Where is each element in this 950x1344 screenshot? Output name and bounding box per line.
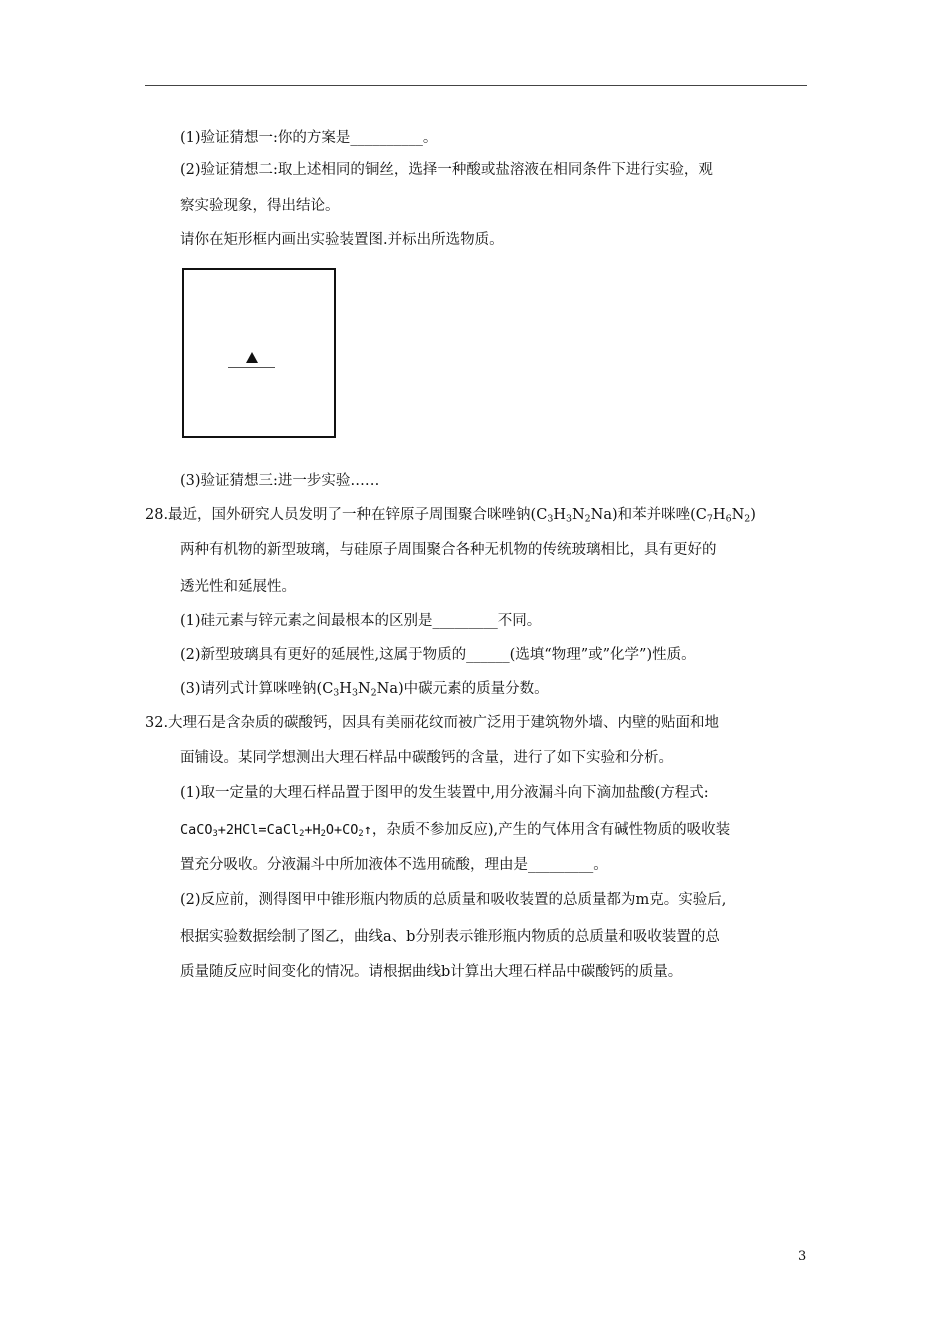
- q-prev-part1: (1)验证猜想一:你的方案是__________。: [180, 130, 438, 146]
- q-prev-part2-line1: (2)验证猜想二:取上述相同的铜丝，选择一种酸或盐溶液在相同条件下进行实验，观: [180, 162, 713, 178]
- q32-part1-line1: (1)取一定量的大理石样品置于图甲的发生装置中,用分液漏斗向下滴加盐酸(方程式:: [180, 785, 709, 801]
- q28-line1: 28.最近，国外研究人员发明了一种在锌原子周围聚合咪唑钠$(C_3H_3N_2Na)$和苯并咪唑$(C_7H_6N_2)$: [145, 507, 756, 525]
- q32-part2-line3: 质量随反应时间变化的情况。请根据曲线b计算出大理石样品中碳酸钙的质量。: [180, 964, 683, 980]
- q-prev-part3: (3)验证猜想三:进一步实验……: [180, 473, 380, 489]
- q-prev-part2-instruction: 请你在矩形框内画出实验装置图.并标出所选物质。: [180, 232, 504, 248]
- support-line: [228, 367, 275, 368]
- q32-part2-line1: (2)反应前，测得图甲中锥形瓶内物质的总质量和吸收装置的总质量都为m克。实验后,: [180, 892, 727, 908]
- drawing-box: [182, 268, 336, 438]
- triangle-icon: [246, 352, 258, 363]
- q28-part2: (2)新型玻璃具有更好的延展性,这属于物质的______(选填“物理”或”化学”)性质。: [180, 647, 696, 663]
- q32-part1-line2: $CaCO_3+2HCl=CaCl_2+H_2O+CO_2↑$，杂质不参加反应),产生的气体用含有碱性物质的吸收装: [180, 822, 731, 840]
- q32-part1-line3: 置充分吸收。分液漏斗中所加液体不选用硫酸，理由是_________。: [180, 857, 608, 873]
- q-prev-part2-line2: 察实验现象，得出结论。: [180, 198, 340, 214]
- q28-part3: (3)请列式计算咪唑钠$(C_3H_3N_2Na)$中碳元素的质量分数。: [180, 681, 549, 699]
- q28-part1: (1)硅元素与锌元素之间最根本的区别是_________不同。: [180, 613, 542, 629]
- equation: $CaCO_3+2HCl=CaCl_2+H_2O+CO_2↑$: [180, 822, 372, 840]
- page-number: 3: [798, 1249, 807, 1264]
- q32-line2: 面铺设。某同学想测出大理石样品中碳酸钙的含量，进行了如下实验和分析。: [180, 750, 673, 766]
- header-rule: [145, 85, 807, 86]
- q32-line1: 32.大理石是含杂质的碳酸钙，因具有美丽花纹而被广泛用于建筑物外墙、内壁的贴面和地: [145, 715, 720, 731]
- q32-part2-line2: 根据实验数据绘制了图乙，曲线a、b分别表示锥形瓶内物质的总质量和吸收装置的总: [180, 929, 720, 945]
- q28-line3: 透光性和延展性。: [180, 579, 296, 595]
- q28-line2: 两种有机物的新型玻璃，与硅原子周围聚合各种无机物的传统玻璃相比，具有更好的: [180, 542, 717, 558]
